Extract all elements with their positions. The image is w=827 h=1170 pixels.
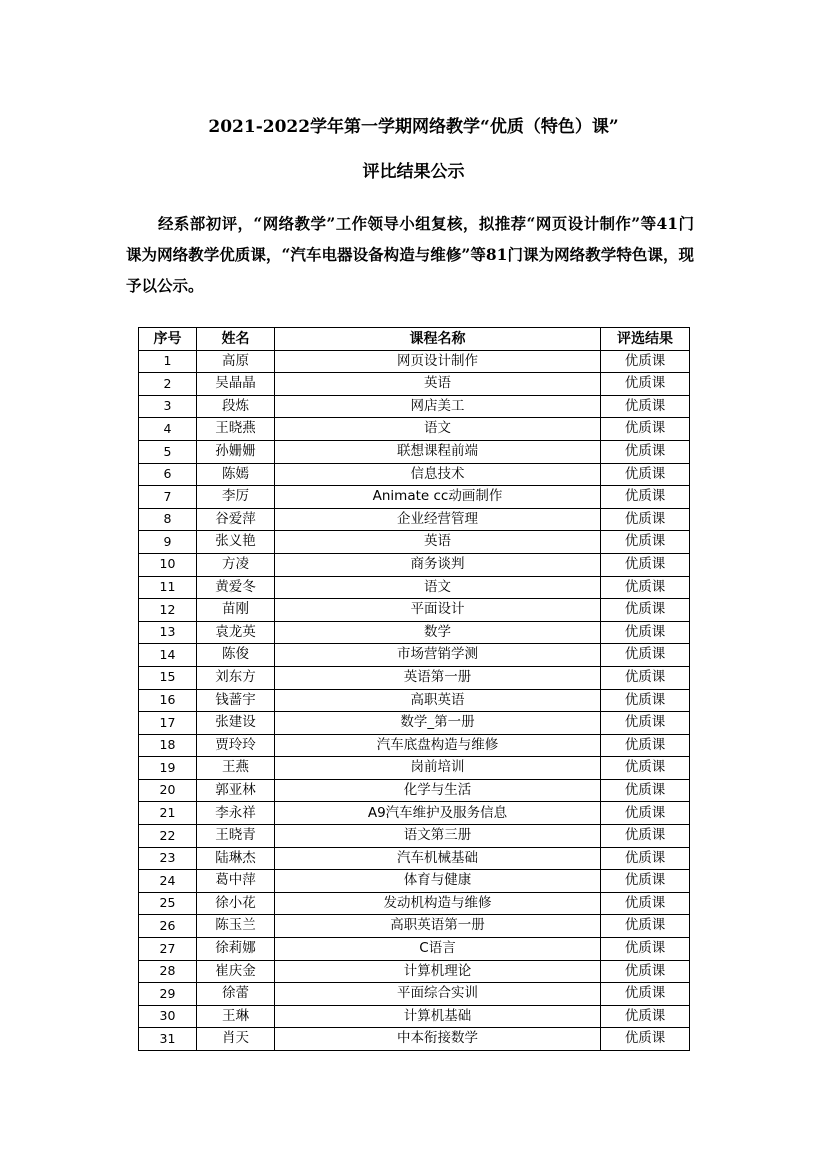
cell-name: 方凌 [197, 553, 275, 576]
table-row [139, 712, 690, 735]
cell-course: 英语 [275, 373, 601, 396]
cell-course: 信息技术 [275, 463, 601, 486]
cell-seq: 1 [139, 350, 197, 373]
cell-result: 优质课 [601, 418, 690, 441]
cell-result: 优质课 [601, 734, 690, 757]
cell-name: 贾玲玲 [197, 734, 275, 757]
cell-name: 王燕 [197, 757, 275, 780]
table-row [139, 983, 690, 1006]
cell-name: 李厉 [197, 486, 275, 509]
cell-result: 优质课 [601, 463, 690, 486]
cell-name: 徐莉娜 [197, 938, 275, 961]
cell-name: 张义艳 [197, 531, 275, 554]
table-row [139, 486, 690, 509]
cell-name: 钱蔷宇 [197, 689, 275, 712]
cell-seq: 23 [139, 847, 197, 870]
table-row [139, 892, 690, 915]
table-row [139, 576, 690, 599]
table-row [139, 1005, 690, 1028]
table-row [139, 418, 690, 441]
cell-name: 崔庆金 [197, 960, 275, 983]
cell-name: 陆琳杰 [197, 847, 275, 870]
cell-result: 优质课 [601, 1028, 690, 1051]
cell-name: 王琳 [197, 1005, 275, 1028]
table-row [139, 757, 690, 780]
table-row [139, 531, 690, 554]
cell-seq: 14 [139, 644, 197, 667]
table-row [139, 915, 690, 938]
table-row [139, 463, 690, 486]
cell-result: 优质课 [601, 621, 690, 644]
cell-name: 吴晶晶 [197, 373, 275, 396]
cell-seq: 19 [139, 757, 197, 780]
table-row [139, 847, 690, 870]
cell-seq: 16 [139, 689, 197, 712]
cell-name: 李永祥 [197, 802, 275, 825]
cell-result: 优质课 [601, 486, 690, 509]
cell-course: 体育与健康 [275, 870, 601, 893]
cell-course: 英语第一册 [275, 666, 601, 689]
cell-name: 葛中萍 [197, 870, 275, 893]
cell-result: 优质课 [601, 847, 690, 870]
table-row [139, 960, 690, 983]
table-row [139, 689, 690, 712]
cell-name: 高原 [197, 350, 275, 373]
cell-name: 徐小花 [197, 892, 275, 915]
cell-result: 优质课 [601, 1005, 690, 1028]
cell-seq: 4 [139, 418, 197, 441]
cell-seq: 29 [139, 983, 197, 1006]
cell-name: 袁龙英 [197, 621, 275, 644]
cell-seq: 11 [139, 576, 197, 599]
cell-course: 商务谈判 [275, 553, 601, 576]
cell-course: 发动机构造与维修 [275, 892, 601, 915]
header-seq: 序号 [139, 328, 197, 351]
cell-seq: 21 [139, 802, 197, 825]
cell-result: 优质课 [601, 915, 690, 938]
cell-course: 市场营销学测 [275, 644, 601, 667]
cell-seq: 7 [139, 486, 197, 509]
cell-course: 高职英语第一册 [275, 915, 601, 938]
cell-seq: 30 [139, 1005, 197, 1028]
cell-seq: 6 [139, 463, 197, 486]
cell-seq: 26 [139, 915, 197, 938]
cell-seq: 24 [139, 870, 197, 893]
cell-name: 孙姗姗 [197, 440, 275, 463]
cell-course: 中本衔接数学 [275, 1028, 601, 1051]
table-row [139, 395, 690, 418]
cell-seq: 13 [139, 621, 197, 644]
table-row [139, 350, 690, 373]
cell-seq: 28 [139, 960, 197, 983]
document-subtitle: 评比结果公示 [362, 162, 465, 182]
table-row [139, 802, 690, 825]
cell-result: 优质课 [601, 531, 690, 554]
cell-course: 语文 [275, 576, 601, 599]
cell-name: 谷爱萍 [197, 508, 275, 531]
cell-result: 优质课 [601, 892, 690, 915]
cell-name: 徐蕾 [197, 983, 275, 1006]
cell-result: 优质课 [601, 644, 690, 667]
document-title: 2021-2022学年第一学期网络教学“优质（特色）课” [208, 117, 619, 137]
header-name: 姓名 [197, 328, 275, 351]
cell-result: 优质课 [601, 373, 690, 396]
cell-seq: 10 [139, 553, 197, 576]
cell-result: 优质课 [601, 508, 690, 531]
cell-course: 英语 [275, 531, 601, 554]
cell-result: 优质课 [601, 870, 690, 893]
cell-seq: 9 [139, 531, 197, 554]
table-row [139, 621, 690, 644]
cell-name: 段炼 [197, 395, 275, 418]
cell-course: 数学 [275, 621, 601, 644]
table-row [139, 644, 690, 667]
cell-name: 陈俊 [197, 644, 275, 667]
table-row [139, 553, 690, 576]
cell-course: 汽车机械基础 [275, 847, 601, 870]
cell-seq: 31 [139, 1028, 197, 1051]
cell-course: 语文 [275, 418, 601, 441]
cell-course: 计算机基础 [275, 1005, 601, 1028]
cell-result: 优质课 [601, 440, 690, 463]
table-body [139, 350, 690, 1050]
cell-seq: 3 [139, 395, 197, 418]
cell-result: 优质课 [601, 779, 690, 802]
cell-seq: 2 [139, 373, 197, 396]
cell-name: 苗刚 [197, 599, 275, 622]
cell-course: 数学_第一册 [275, 712, 601, 735]
table-row [139, 825, 690, 848]
header-course: 课程名称 [275, 328, 601, 351]
cell-result: 优质课 [601, 689, 690, 712]
table-row [139, 599, 690, 622]
cell-result: 优质课 [601, 553, 690, 576]
cell-course: Animate cc动画制作 [275, 486, 601, 509]
cell-course: 网页设计制作 [275, 350, 601, 373]
table-row [139, 870, 690, 893]
cell-result: 优质课 [601, 599, 690, 622]
cell-name: 刘东方 [197, 666, 275, 689]
header-result: 评选结果 [601, 328, 690, 351]
cell-result: 优质课 [601, 825, 690, 848]
table-row [139, 440, 690, 463]
table-row [139, 1028, 690, 1051]
cell-name: 陈玉兰 [197, 915, 275, 938]
cell-course: A9汽车维护及服务信息 [275, 802, 601, 825]
cell-name: 王晓青 [197, 825, 275, 848]
cell-result: 优质课 [601, 576, 690, 599]
cell-seq: 18 [139, 734, 197, 757]
cell-course: 语文第三册 [275, 825, 601, 848]
cell-course: 汽车底盘构造与维修 [275, 734, 601, 757]
cell-course: 岗前培训 [275, 757, 601, 780]
cell-result: 优质课 [601, 395, 690, 418]
cell-name: 肖天 [197, 1028, 275, 1051]
cell-seq: 15 [139, 666, 197, 689]
table-row [139, 938, 690, 961]
cell-name: 黄爱冬 [197, 576, 275, 599]
table-row [139, 734, 690, 757]
cell-course: 平面设计 [275, 599, 601, 622]
intro-paragraph: 经系部初评，“网络教学”工作领导小组复核，拟推荐“网页设计制作”等41门课为网络教学优质课，“汽车电器设备构造与维修”等81门课为网络教学特色课，现予以公示。 [126, 214, 694, 295]
cell-course: 企业经营管理 [275, 508, 601, 531]
cell-seq: 8 [139, 508, 197, 531]
cell-seq: 20 [139, 779, 197, 802]
table-row [139, 508, 690, 531]
cell-result: 优质课 [601, 983, 690, 1006]
cell-seq: 27 [139, 938, 197, 961]
table-header-row [139, 328, 690, 351]
cell-name: 郭亚林 [197, 779, 275, 802]
cell-result: 优质课 [601, 960, 690, 983]
cell-name: 张建设 [197, 712, 275, 735]
cell-result: 优质课 [601, 666, 690, 689]
table-row [139, 373, 690, 396]
cell-result: 优质课 [601, 802, 690, 825]
cell-course: 网店美工 [275, 395, 601, 418]
cell-name: 陈嫣 [197, 463, 275, 486]
table-row [139, 666, 690, 689]
cell-course: 化学与生活 [275, 779, 601, 802]
cell-course: 平面综合实训 [275, 983, 601, 1006]
cell-seq: 17 [139, 712, 197, 735]
cell-result: 优质课 [601, 757, 690, 780]
cell-course: 联想课程前端 [275, 440, 601, 463]
cell-course: 计算机理论 [275, 960, 601, 983]
results-table [138, 327, 690, 1051]
cell-course: C语言 [275, 938, 601, 961]
cell-seq: 25 [139, 892, 197, 915]
cell-result: 优质课 [601, 712, 690, 735]
cell-seq: 22 [139, 825, 197, 848]
cell-seq: 5 [139, 440, 197, 463]
cell-result: 优质课 [601, 350, 690, 373]
cell-result: 优质课 [601, 938, 690, 961]
cell-seq: 12 [139, 599, 197, 622]
table-row [139, 779, 690, 802]
cell-name: 王晓燕 [197, 418, 275, 441]
cell-course: 高职英语 [275, 689, 601, 712]
